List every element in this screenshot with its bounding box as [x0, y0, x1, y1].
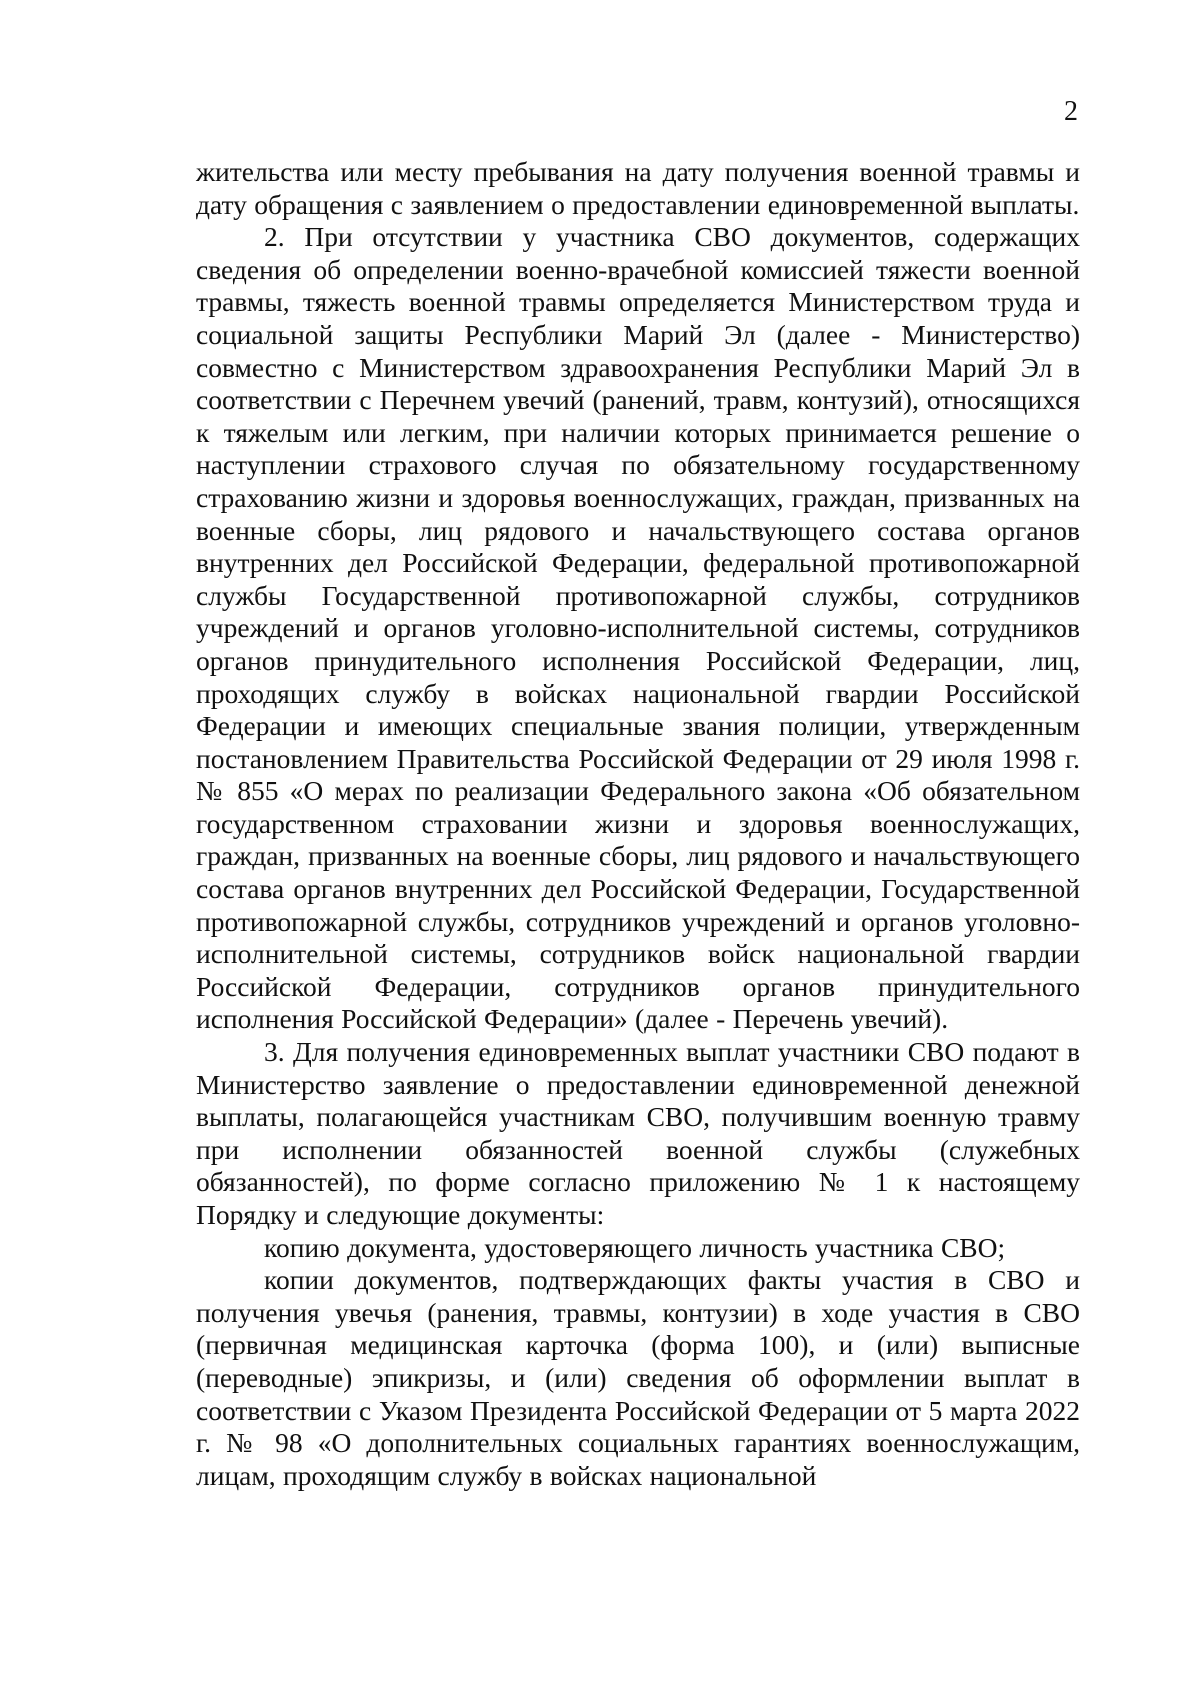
paragraph-item-3: 3. Для получения единовременных выплат участники СВО подают в Министерство заявление о предоставлении единовременной денежной выплаты, полагающейся участникам СВО, получившим военную травму при исполнении обязанностей военной службы (служебных обязанностей), по форме согласно приложению № 1 к настоящему Порядку и следующие документы: — [196, 1036, 1080, 1230]
paragraph-continuation: жительства или месту пребывания на дату получения военной травмы и дату обращения с заявлением о предоставлении единовременной выплаты. — [196, 156, 1080, 220]
page-number: 2 — [1064, 96, 1078, 127]
paragraph-document-identity: копию документа, удостоверяющего личность участника СВО; — [264, 1231, 1006, 1263]
paragraph-item-2: 2. При отсутствии у участника СВО документов, содержащих сведения об определении военно-врачебной комиссией тяжести военной травмы, тяжесть военной травмы определяется Министерством труда и социальной защиты Республики Марий Эл (далее - Министерство) совместно с Министерством здравоохранения Республики Марий Эл в соответствии с Перечнем увечий (ранений, травм, контузий), относящихся к тяжелым или легким, при наличии которых принимается решение о наступлении страхового случая по обязательному государственному страхованию жизни и здоровья военнослужащих, граждан, призванных на военные сборы, лиц рядового и начальствующего состава органов внутренних дел Российской Федерации, федеральной противопожарной службы Государственной противопожарной службы, сотрудников учреждений и органов уголовно-исполнительной системы, сотрудников органов принудительного исполнения Российской Федерации, лиц, проходящих службу в войсках национальной гвардии Российской Федерации и имеющих специальные звания полиции, утвержденным постановлением Правительства Российской Федерации от 29 июля 1998 г. № 855 «О мерах по реализации Федерального закона «Об обязательном государственном страховании жизни и здоровья военнослужащих, граждан, призванных на военные сборы, лиц рядового и начальствующего состава органов внутренних дел Российской Федерации, Государственной противопожарной службы, сотрудников учреждений и органов уголовно-исполнительной системы, сотрудников войск национальной гвардии Российской Федерации, сотрудников органов принудительного исполнения Российской Федерации» (далее - Перечень увечий). — [196, 221, 1080, 1035]
paragraph-document-participation: копии документов, подтверждающих факты участия в СВО и получения увечья (ранения, травмы, контузии) в ходе участия в СВО (первичная медицинская карточка (форма 100), и (или) выписные (переводные) эпикризы, и (или) сведения об оформлении выплат в соответствии с Указом Президента Российской Федерации от 5 марта 2022 г. № 98 «О дополнительных социальных гарантиях военнослужащим, лицам, проходящим службу в войсках национальной — [196, 1264, 1080, 1491]
document-body — [196, 156, 1080, 1492]
